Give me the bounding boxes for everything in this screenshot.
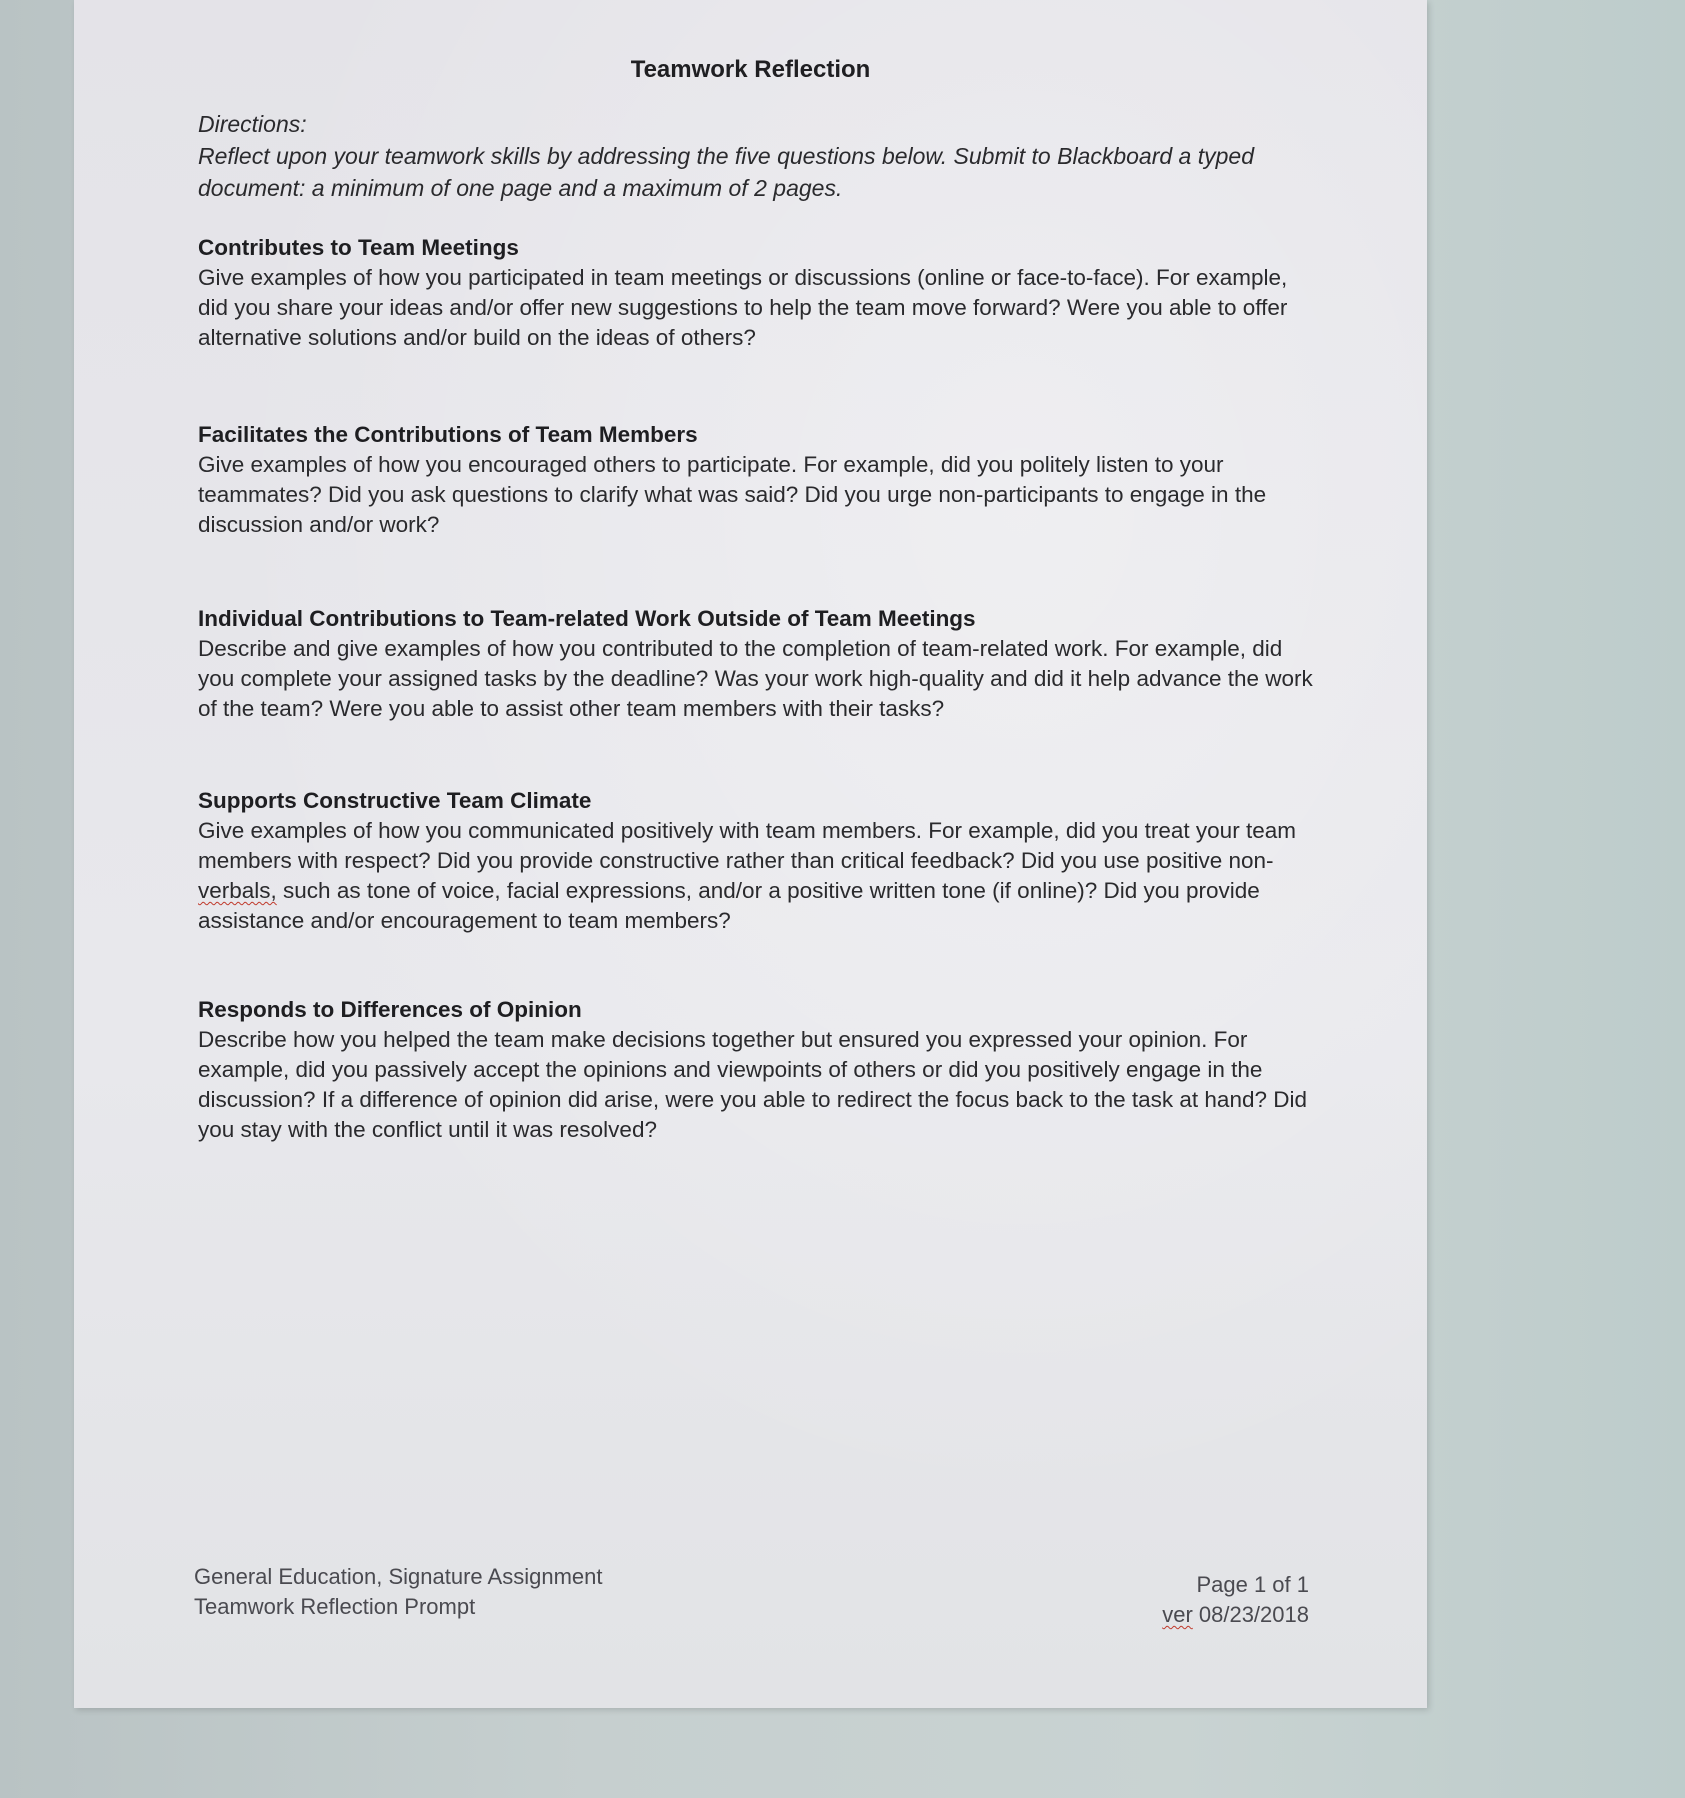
section-body: Give examples of how you participated in team meetings or discussions (online or face-to-face). For example, did you share your ideas and/or offer new suggestions to help the team move forward? Were you able to offer alternative solutions and/or build on the ideas of others? (198, 265, 1288, 350)
directions-block (198, 108, 1268, 204)
footer-prompt-name: Teamwork Reflection Prompt (194, 1594, 476, 1619)
directions-text: Reflect upon your teamwork skills by addressing the five questions below. Submit to Blackboard a typed document: a minimum of one page and a maximum of 2 pages. (198, 143, 1255, 201)
section-body: Give examples of how you encouraged others to participate. For example, did you politely listen to your teammates? Did you ask questions to clarify what was said? Did you urge non-participants to engage in the discussion and/or work? (198, 452, 1267, 537)
footer-left (194, 1562, 602, 1622)
section-body-part: Give examples of how you communicated positively with team members. For example, did you treat your team members with respect? Did you provide constructive rather than critical feedback? Did you use positive non- (198, 818, 1296, 873)
footer-right (1162, 1570, 1309, 1630)
section-heading: Responds to Differences of Opinion (198, 997, 582, 1022)
document-title: Teamwork Reflection (630, 56, 871, 83)
section-body-part: such as tone of voice, facial expressions, and/or a positive written tone (if online)? Did you provide assistance and/or encouragement to team members? (198, 878, 1260, 933)
section-facilitates-contributions (198, 420, 1318, 540)
footer-course: General Education, Signature Assignment (194, 1564, 603, 1589)
footer-page-number: Page 1 of 1 (1196, 1572, 1309, 1597)
section-body: Describe how you helped the team make decisions together but ensured you expressed your opinion. For example, did you passively accept the opinions and viewpoints of others or did you positively engage in the discussion? If a difference of opinion did arise, were you able to redirect the focus back to the task at hand? Did you stay with the conflict until it was resolved? (198, 1027, 1307, 1142)
section-contributes-to-team-meetings (198, 233, 1318, 353)
footer-version-date: 08/23/2018 (1192, 1602, 1309, 1627)
section-responds-to-differences (198, 995, 1318, 1145)
spellcheck-flagged-word: ver (1162, 1602, 1193, 1627)
section-heading: Supports Constructive Team Climate (198, 788, 592, 813)
footer-version (1162, 1600, 1309, 1630)
section-individual-contributions (198, 604, 1318, 724)
section-body: Describe and give examples of how you contributed to the completion of team-related work. For example, did you complete your assigned tasks by the deadline? Was your work high-quality and did it help advance the work of the team? Were you able to assist other team members with their tasks? (198, 636, 1313, 721)
section-heading: Contributes to Team Meetings (198, 235, 519, 260)
section-heading: Facilitates the Contributions of Team Members (198, 422, 698, 447)
section-supports-team-climate (198, 786, 1318, 936)
spellcheck-flagged-word: verbals, (198, 878, 277, 903)
document-page (74, 0, 1427, 1708)
directions-label: Directions: (198, 111, 307, 137)
section-body (198, 816, 1318, 936)
section-heading: Individual Contributions to Team-related Work Outside of Team Meetings (198, 606, 976, 631)
